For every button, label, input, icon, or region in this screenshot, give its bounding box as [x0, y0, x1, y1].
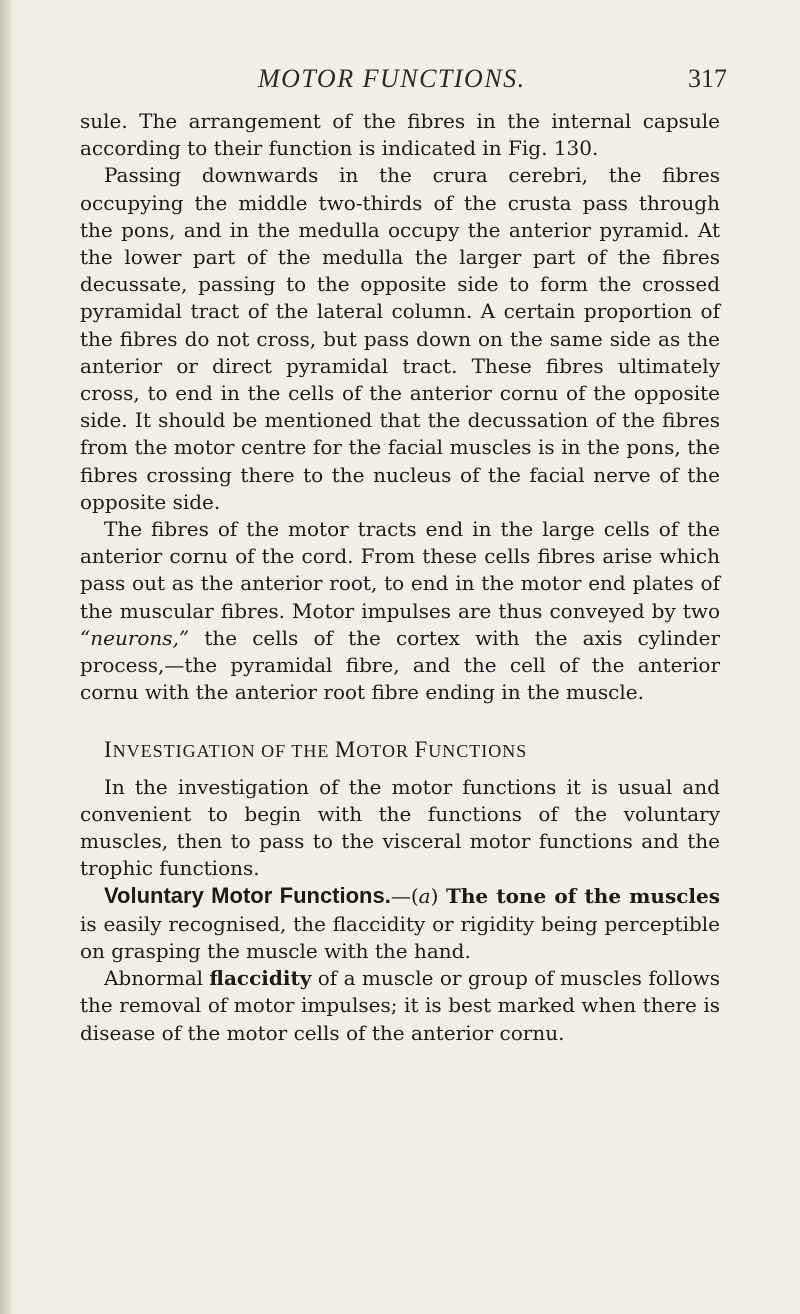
flaccidity-text-b: of a muscle or group of muscles follows the removal of motor impulses; it is best marked when there is disease of the motor cells of the anterior cornu. — [80, 966, 721, 1045]
paragraph-voluntary-motor — [80, 882, 720, 965]
section-heading — [80, 736, 720, 765]
heading-sc-2: OTOR — [356, 741, 415, 762]
heading-cap-m: M — [334, 737, 357, 763]
paragraph-investigation: In the investigation of the motor functions it is usual and convenient to begin with the functions of the voluntary muscles, then to pass to the visceral motor functions and the trophic functions. — [80, 774, 720, 881]
flaccidity-term: flaccidity — [209, 966, 312, 991]
heading-cap-i: I — [104, 737, 113, 763]
body-text — [80, 108, 720, 1047]
motor-tracts-text-b: the cells of the cortex with the axis cylinder process,—the pyramidal fibre, and the cell of the anterior cornu with the anterior root fibre ending in the muscle. — [80, 625, 720, 705]
running-title: MOTOR FUNCTIONS. — [258, 64, 526, 93]
heading-sc-3: UNCTIONS — [428, 741, 528, 762]
motor-tracts-text-a: The fibres of the motor tracts end in the large cells of the anterior cornu of the cord. From these cells fibres arise which pass out as the anterior root, to end in the motor end plates of the muscular fibres. Motor impulses are thus conveyed by two — [80, 517, 720, 623]
paragraph-motor-tracts — [80, 516, 720, 706]
page-spine-shadow — [0, 0, 14, 1314]
voluntary-close: ) — [430, 884, 446, 909]
paragraph-abnormal-flaccidity — [80, 965, 720, 1047]
paragraph-continuation: sule. The arrangement of the fibres in the internal capsule according to their function is indicated in Fig. 130. — [80, 109, 720, 161]
heading-cap-f: F — [414, 737, 429, 763]
voluntary-rest: is easily recognised, the flaccidity or rigidity being perceptible on grasping the muscle with the hand. — [80, 911, 720, 963]
paragraph-crura-cerebri: Passing downwards in the crura cerebri, the fibres occupying the middle two-thirds of the crusta pass through the pons, and in the medulla occupy the anterior pyramid. At the lower part of the medulla the larger part of the fibres decussate, passing to the opposite side to form the crossed pyramidal tract of the lateral column. A certain proportion of the fibres do not cross, but pass down on the same side as the anterior or direct pyramidal tract. These fibres ultimately cross, to end in the cells of the anterior cornu of the opposite side. It should be mentioned that the decussation of the fibres from the motor centre for the facial muscles is in the pons, the fibres crossing there to the nucleus of the facial nerve of the opposite side. — [80, 163, 720, 514]
neurons-term: “neurons,” — [80, 625, 190, 650]
voluntary-motor-subheading: Voluntary Motor Functions. — [104, 883, 391, 909]
flaccidity-text-a: Abnormal — [104, 966, 210, 991]
voluntary-dash: —( — [390, 884, 419, 909]
item-letter-a: a — [418, 884, 431, 909]
tone-of-muscles-term: The tone of the muscles — [446, 884, 720, 909]
page-number: 317 — [688, 64, 727, 93]
running-head — [0, 64, 800, 100]
heading-sc-1: NVESTIGATION OF THE — [112, 741, 335, 762]
